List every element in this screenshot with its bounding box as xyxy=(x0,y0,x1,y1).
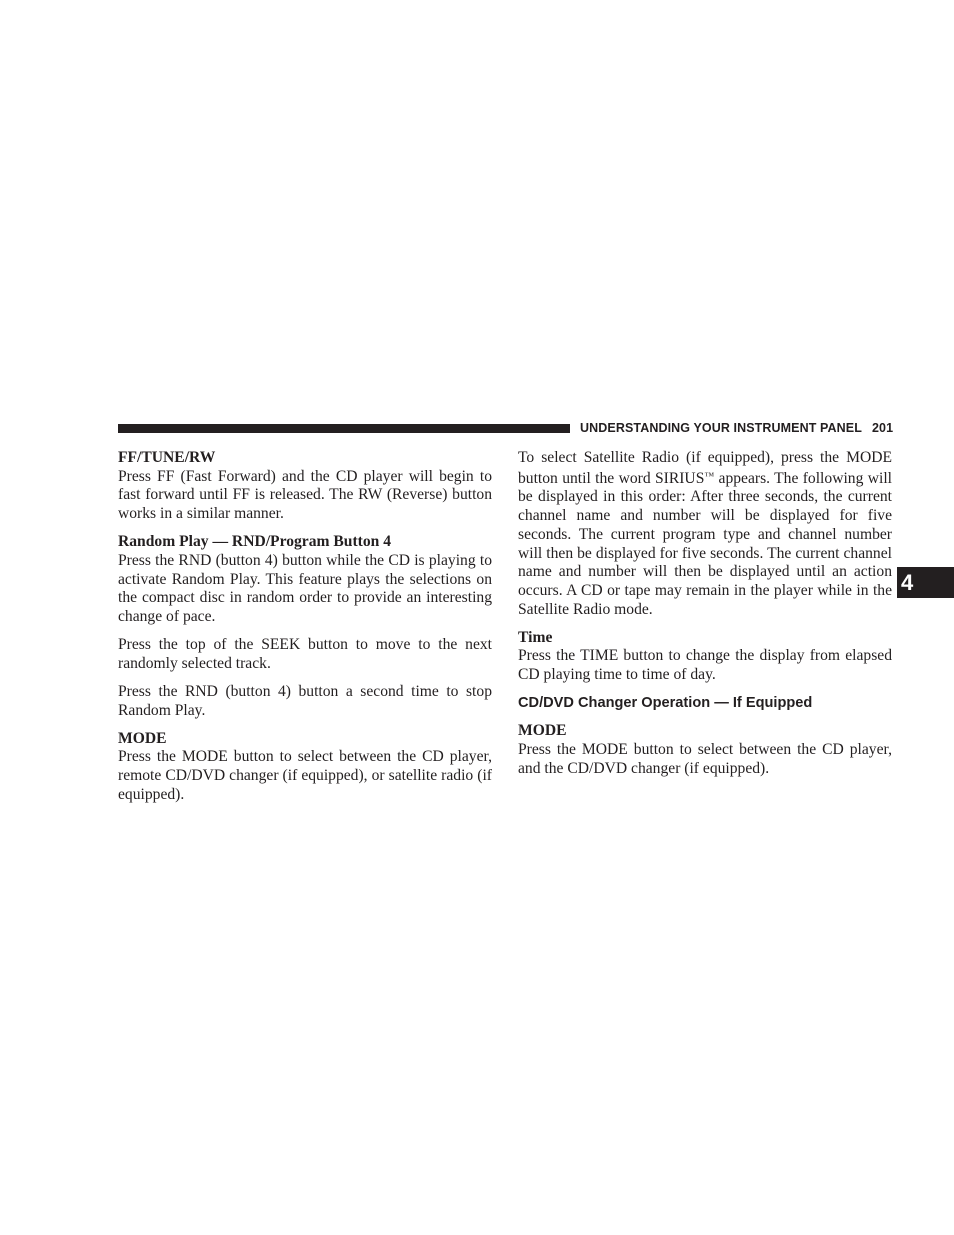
random-body-2: Press the top of the SEEK button to move to the next randomly selected track. xyxy=(118,636,492,672)
mode-body: Press the MODE button to select between the CD player, remote CD/DVD changer (if equipped), or satellite radio (if equipped). xyxy=(118,748,492,803)
left-column xyxy=(118,449,492,814)
ff-body: Press FF (Fast Forward) and the CD player will begin to fast forward until FF is released. The RW (Reverse) button works in a similar manner. xyxy=(118,467,492,523)
random-body-3: Press the RND (button 4) button a second time to stop Random Play. xyxy=(118,682,492,719)
ff-heading: FF/TUNE/RW xyxy=(118,449,216,466)
trademark-symbol: ™ xyxy=(704,470,715,482)
satellite-body-post: appears. The following will be displayed in this order: After three seconds, the current channel name and number will be displayed for five seconds. The current program type and channel number will then be displayed for five seconds. The current channel name and number will then be displayed until an action occurs. A CD or tape may remain in the player while in the Satellite Radio mode. xyxy=(518,469,892,618)
changer-heading: CD/DVD Changer Operation — If Equipped xyxy=(518,695,813,712)
random-body-1: Press the RND (button 4) button while the CD is playing to activate Random Play. This feature plays the selections on the compact disc in random order to provide an interesting change of pace. xyxy=(118,551,492,626)
header-rule xyxy=(118,424,570,433)
page-number: 201 xyxy=(871,421,894,435)
time-heading: Time xyxy=(518,628,553,646)
changer-mode-heading: MODE xyxy=(518,722,567,740)
section-title: UNDERSTANDING YOUR INSTRUMENT PANEL xyxy=(580,421,862,435)
chapter-tab: 4 xyxy=(897,567,954,598)
changer-mode-body: Press the MODE button to select between the CD player, and the CD/DVD changer (if equipped). xyxy=(518,741,892,777)
mode-heading: MODE xyxy=(118,729,167,747)
satellite-body xyxy=(518,449,892,619)
right-column xyxy=(518,449,892,788)
time-body: Press the TIME button to change the display from elapsed CD playing time to time of day. xyxy=(518,647,892,684)
running-header xyxy=(580,420,892,436)
random-heading: Random Play — RND/Program Button 4 xyxy=(118,533,392,551)
satellite-body-pre: To select Satellite Radio (if equipped), press the MODE button until the word SIRIUS xyxy=(518,449,892,487)
